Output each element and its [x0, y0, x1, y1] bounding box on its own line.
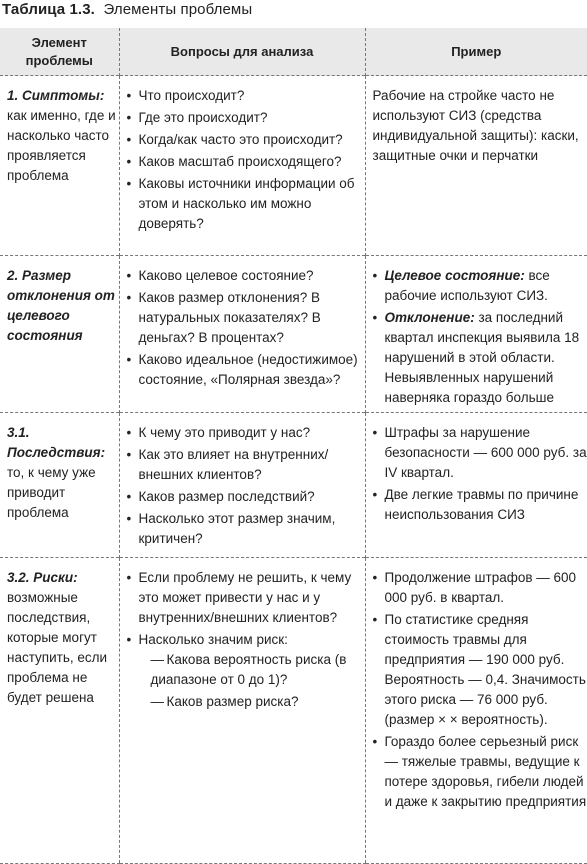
example-item [373, 308, 587, 408]
question-item: • Как это влияет на внутренних/внешних клиентов? [127, 445, 365, 485]
element-title: 3.2. Риски: [7, 568, 119, 588]
problem-elements-table [0, 28, 587, 864]
question-item [127, 630, 365, 712]
example-item-text: за последний квартал инспекция выявила 18 нарушений в этой области. Невыявленных нарушений наверняка гораздо больше [385, 310, 580, 405]
question-item: • Каков размер последствий? [127, 487, 365, 507]
example-cell [365, 558, 587, 864]
example-term: Целевое состояние: [385, 268, 525, 283]
element-cell [0, 558, 119, 864]
table-caption [2, 0, 252, 20]
element-description: то, к чему уже приводит проблема [7, 463, 119, 523]
element-cell [0, 256, 119, 413]
questions-cell [119, 413, 365, 558]
question-item: • Каково идеальное (недостижимое) состояние, «Полярная звезда»? [127, 350, 365, 390]
header-row [0, 28, 587, 76]
example-item: • По статистике средняя стоимость травмы для предприятия — 190 000 руб. Вероятность — 0,4. Значимость этого риска — 76 000 руб. (размер × × вероятность). [373, 610, 587, 730]
example-item: • Гораздо более серьезный риск — тяжелые травмы, ведущие к потере здоровья, гибели людей и даже к закрытию предприятия [373, 732, 587, 812]
table-row [0, 558, 587, 864]
header-example: Пример [365, 28, 587, 76]
questions-cell [119, 558, 365, 864]
element-title: 3.1. Последствия: [7, 423, 119, 463]
element-cell [0, 76, 119, 256]
questions-cell [119, 256, 365, 413]
question-item: • Если проблему не решить, к чему это может привести у нас и у внутренних/внешних клиентов? [127, 568, 365, 628]
table-row [0, 413, 587, 558]
example-text: Рабочие на стройке часто не используют СИЗ (средства индивидуальной защиты): каски, защитные очки и перчатки [373, 86, 587, 166]
question-item: • Когда/как часто это происходит? [127, 130, 365, 150]
header-element: Элемент проблемы [0, 28, 119, 76]
table-row [0, 76, 587, 256]
question-item: • Каково целевое состояние? [127, 266, 365, 286]
questions-cell [119, 76, 365, 256]
question-item: • Где это происходит? [127, 108, 365, 128]
question-item: • Что происходит? [127, 86, 365, 106]
example-cell [365, 256, 587, 413]
element-cell [0, 413, 119, 558]
question-item: • Каковы источники информации об этом и насколько им можно доверять? [127, 174, 365, 234]
example-cell [365, 76, 587, 256]
element-title: 1. Симптомы: [7, 86, 119, 106]
subquestion-text: Какова вероятность риска (в диапазоне от 0 до 1)? [151, 652, 347, 687]
question-item: • К чему это приводит у нас? [127, 423, 365, 443]
example-item: • Две легкие травмы по причине неиспользования СИЗ [373, 485, 587, 525]
example-term: Отклонение: [385, 310, 475, 325]
example-item: • Продолжение штрафов — 600 000 руб. в квартал. [373, 568, 587, 608]
table-row [0, 256, 587, 413]
example-item [373, 266, 587, 306]
question-item: • Каков размер отклонения? В натуральных показателях? В деньгах? В процентах? [127, 288, 365, 348]
question-item-text: Насколько значим риск: [139, 632, 288, 647]
table-title: Элементы проблемы [103, 1, 252, 18]
element-description: как именно, где и насколько часто проявляется проблема [7, 106, 119, 186]
header-questions: Вопросы для анализа [119, 28, 365, 76]
example-item: • Штрафы за нарушение безопасности — 600 000 руб. за IV квартал. [373, 423, 587, 483]
element-description: возможные последствия, которые могут наступить, если проблема не будет решена [7, 588, 119, 708]
subquestion-item: — Какова вероятность риска (в диапазоне от 0 до 1)? [139, 650, 365, 690]
question-item: • Каков масштаб происходящего? [127, 152, 365, 172]
subquestion-text: Каков размер риска? [167, 694, 299, 709]
question-item: • Насколько этот размер значим, критичен? [127, 509, 365, 549]
element-title: 2. Размер отклонения от целевого состояния [7, 266, 119, 346]
example-cell [365, 413, 587, 558]
table-number: Таблица 1.3. [2, 1, 95, 18]
example-item-text: все рабочие используют СИЗ. [385, 268, 550, 303]
subquestion-item: — Каков размер риска? [139, 692, 365, 712]
